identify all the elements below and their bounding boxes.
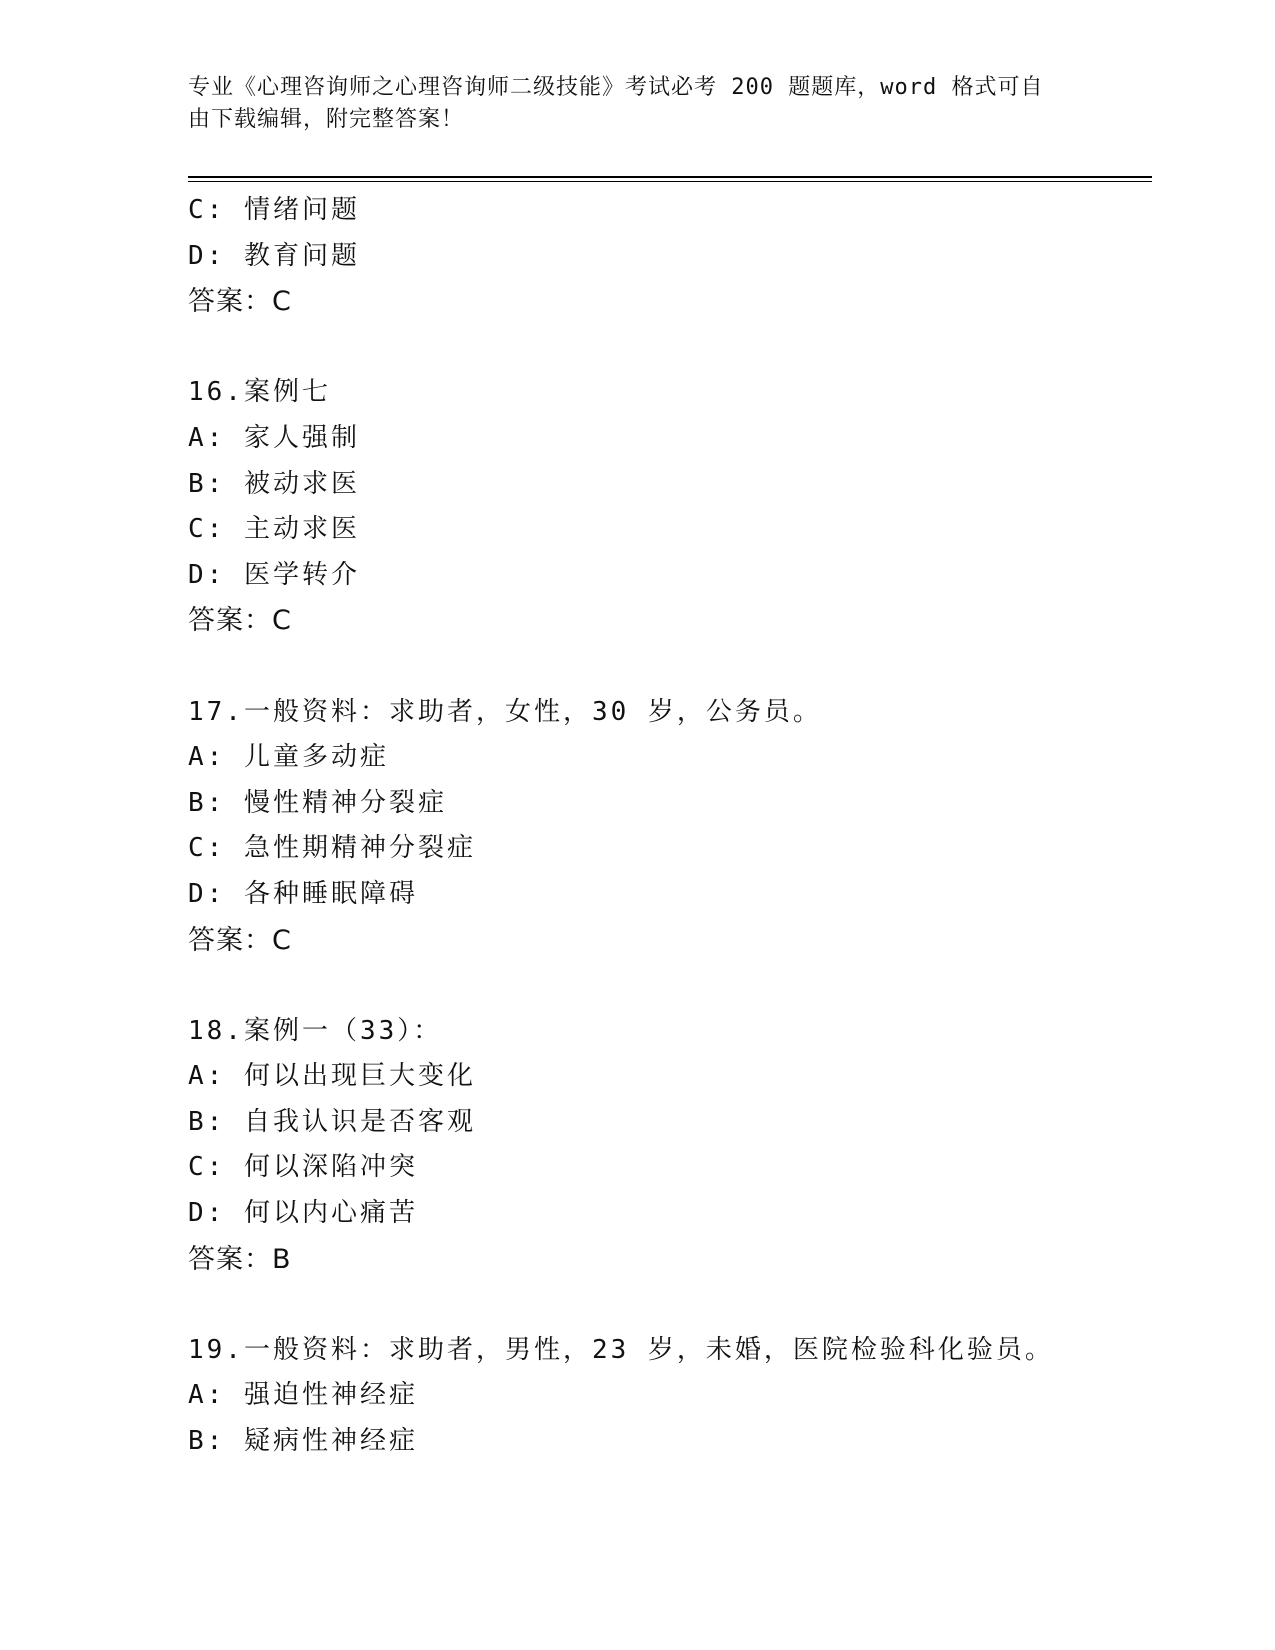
question-title: 16.案例七 [188,377,331,408]
question-block-16 [188,370,1148,644]
spacer [188,1282,1148,1328]
header-line-1: 专业《心理咨询师之心理咨询师二级技能》考试必考 200 题题库，word 格式可自 [188,75,1044,100]
option-b: B: 被动求医 [188,468,360,499]
option-a: A: 何以出现巨大变化 [188,1061,476,1092]
question-title: 19.一般资料：求助者，男性，23 岁，未婚，医院检验科化验员。 [188,1334,1054,1365]
question-list [188,188,1148,1465]
question-block-partial [188,188,1148,325]
header-line-2: 由下载编辑，附完整答案！ [188,107,465,132]
option-c: C: 情绪问题 [188,195,360,225]
question-title: 17.一般资料：求助者，女性，30 岁，公务员。 [188,696,822,727]
option-c: C: 急性期精神分裂症 [188,833,476,864]
question-title: 18.案例一（33）： [188,1015,443,1046]
option-c: C: 主动求医 [188,514,360,545]
option-c: C: 何以深陷冲突 [188,1152,418,1183]
option-b: B: 慢性精神分裂症 [188,787,447,818]
option-a: A: 儿童多动症 [188,742,389,773]
answer-line: 答案：C [188,924,292,956]
answer-line: 答案：C [188,286,292,318]
question-block-19 [188,1328,1148,1465]
option-d: D: 教育问题 [188,240,360,271]
option-b: B: 自我认识是否客观 [188,1106,476,1137]
question-block-18 [188,1009,1148,1283]
answer-line: 答案：B [188,1243,292,1275]
answer-line: 答案：C [188,605,292,637]
document-header [188,72,1068,136]
option-b: B: 疑病性神经症 [188,1426,418,1457]
header-divider-thick [188,176,1152,178]
option-a: A: 强迫性神经症 [188,1380,418,1411]
option-d: D: 医学转介 [188,559,360,590]
option-d: D: 何以内心痛苦 [188,1198,418,1229]
spacer [188,644,1148,690]
header-divider-thin [188,181,1152,182]
option-a: A: 家人强制 [188,422,360,453]
spacer [188,963,1148,1009]
option-d: D: 各种睡眠障碍 [188,878,418,909]
question-block-17 [188,690,1148,964]
spacer [188,325,1148,371]
